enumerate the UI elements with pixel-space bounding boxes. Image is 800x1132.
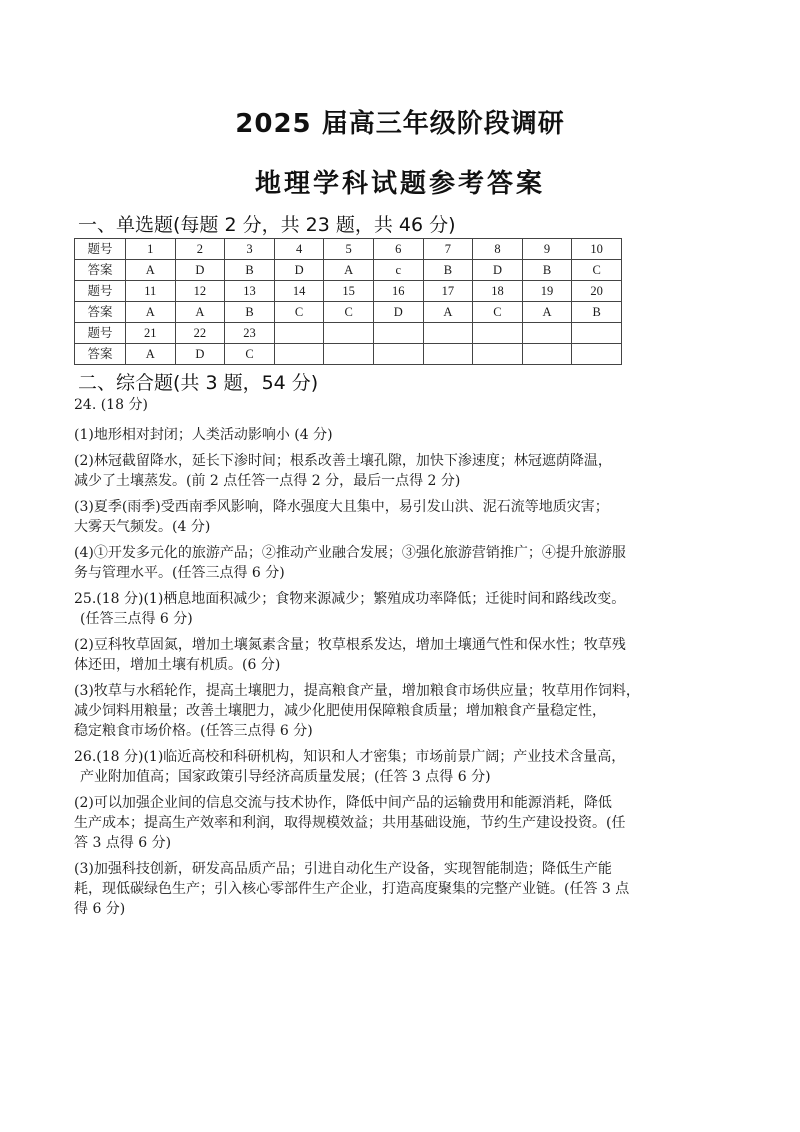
table-cell: B	[572, 302, 622, 323]
table-cell	[522, 344, 572, 365]
table-cell	[274, 344, 324, 365]
answer-line: (3)夏季(雨季)受西南季风影响，降水强度大且集中，易引发山洪、泥石流等地质灾害；	[74, 499, 609, 515]
table-cell: C	[324, 302, 374, 323]
row-header-cell: 答案	[75, 302, 126, 323]
table-cell	[274, 323, 324, 344]
answer-line: (2)可以加强企业间的信息交流与技术协作，降低中间产品的运输费用和能源消耗，降低	[74, 795, 612, 811]
table-cell: 22	[175, 323, 225, 344]
table-cell: A	[126, 344, 176, 365]
answer-line: (任答三点得 6 分)	[80, 611, 193, 627]
table-cell	[373, 323, 423, 344]
table-cell: A	[126, 260, 176, 281]
table-cell: 14	[274, 281, 324, 302]
table-cell: 7	[423, 239, 473, 260]
answer-line: (4)①开发多元化的旅游产品；②推动产业融合发展；③强化旅游营销推广；④提升旅游服	[74, 545, 626, 561]
table-cell: 4	[274, 239, 324, 260]
answer-line: (3)牧草与水稻轮作，提高土壤肥力，提高粮食产量，增加粮食市场供应量；牧草用作饲料，	[74, 683, 640, 699]
table-cell: 11	[126, 281, 176, 302]
table-cell: C	[274, 302, 324, 323]
table-row	[75, 281, 622, 302]
table-cell: 10	[572, 239, 622, 260]
table-cell: D	[175, 344, 225, 365]
table-cell: A	[522, 302, 572, 323]
answer-line: 26.(18 分)(1)临近高校和科研机构，知识和人才密集；市场前景广阔；产业技术含量高，	[74, 749, 626, 765]
answer-line: 体还田，增加土壤有机质。(6 分)	[74, 657, 281, 673]
row-header-cell: 题号	[75, 281, 126, 302]
page-subtitle: 地理学科试题参考答案	[254, 169, 545, 199]
answer-line: 减少饲料用粮量；改善土壤肥力，减少化肥使用保障粮食质量；增加粮食产量稳定性，	[74, 703, 606, 719]
answer-line: 得 6 分)	[74, 901, 126, 917]
table-cell: A	[324, 260, 374, 281]
table-cell: 1	[126, 239, 176, 260]
table-cell	[572, 323, 622, 344]
table-cell	[373, 344, 423, 365]
answer-line: 大雾天气频发。(4 分)	[74, 519, 211, 535]
answer-line: 耗，现低碳绿色生产；引入核心零部件生产企业，打造高度聚集的完整产业链。(任答 3 点	[74, 881, 630, 897]
answer-line: 24. (18 分)	[74, 397, 148, 413]
table-cell: A	[126, 302, 176, 323]
table-cell: B	[225, 260, 275, 281]
table-cell: C	[572, 260, 622, 281]
table-cell: C	[225, 344, 275, 365]
table-row	[75, 260, 622, 281]
row-header-cell: 题号	[75, 239, 126, 260]
table-cell: 21	[126, 323, 176, 344]
table-cell: D	[473, 260, 523, 281]
table-cell: D	[373, 302, 423, 323]
table-cell: 6	[373, 239, 423, 260]
row-header-cell: 答案	[75, 260, 126, 281]
table-row	[75, 323, 622, 344]
table-cell: 23	[225, 323, 275, 344]
table-cell	[423, 323, 473, 344]
table-cell: D	[175, 260, 225, 281]
table-row	[75, 239, 622, 260]
table-cell: 20	[572, 281, 622, 302]
answer-line: 减少了土壤蒸发。(前 2 点任答一点得 2 分，最后一点得 2 分)	[74, 473, 461, 489]
table-cell: A	[423, 302, 473, 323]
table-cell: B	[225, 302, 275, 323]
table-row	[75, 302, 622, 323]
table-cell: B	[423, 260, 473, 281]
table-cell: 19	[522, 281, 572, 302]
answer-line: 稳定粮食市场价格。(任答三点得 6 分)	[74, 723, 313, 739]
table-cell: 2	[175, 239, 225, 260]
answer-line: 产业附加值高；国家政策引导经济高质量发展；(任答 3 点得 6 分)	[80, 769, 491, 785]
table-cell: C	[473, 302, 523, 323]
table-row	[75, 344, 622, 365]
table-cell: 18	[473, 281, 523, 302]
table-cell: 17	[423, 281, 473, 302]
table-cell: D	[274, 260, 324, 281]
table-cell	[324, 344, 374, 365]
table-cell	[423, 344, 473, 365]
table-cell: 5	[324, 239, 374, 260]
row-header-cell: 答案	[75, 344, 126, 365]
answer-line: (2)豆科牧草固氮，增加土壤氮素含量；牧草根系发达，增加土壤通气性和保水性；牧草残	[74, 637, 626, 653]
table-cell	[572, 344, 622, 365]
answer-line: 答 3 点得 6 分)	[74, 835, 172, 851]
table-cell: 8	[473, 239, 523, 260]
table-cell	[473, 323, 523, 344]
answer-line: (1)地形相对封闭；人类活动影响小 (4 分)	[74, 427, 333, 443]
table-cell: B	[522, 260, 572, 281]
answer-line: 25.(18 分)(1)栖息地面积减少；食物来源减少；繁殖成功率降低；迁徙时间和路线改变。	[74, 591, 626, 607]
table-cell: 3	[225, 239, 275, 260]
table-cell: 16	[373, 281, 423, 302]
table-cell: A	[175, 302, 225, 323]
answer-line: 生产成本；提高生产效率和利润，取得规模效益；共用基础设施，节约生产建设投资。(任	[74, 815, 626, 831]
answer-line: (2)林冠截留降水，延长下渗时间；根系改善土壤孔隙，加快下渗速度；林冠遮荫降温，	[74, 453, 612, 469]
table-cell: 15	[324, 281, 374, 302]
table-cell: c	[373, 260, 423, 281]
table-cell: 13	[225, 281, 275, 302]
section2-heading: 二、综合题(共 3 题，54 分)	[78, 372, 319, 394]
section1-heading: 一、单选题(每题 2 分，共 23 题，共 46 分)	[78, 214, 456, 236]
table-cell: 9	[522, 239, 572, 260]
table-cell	[324, 323, 374, 344]
row-header-cell: 题号	[75, 323, 126, 344]
answer-text	[74, 395, 734, 919]
answer-line: (3)加强科技创新，研发高品质产品；引进自动化生产设备，实现智能制造；降低生产能	[74, 861, 612, 877]
table-cell	[473, 344, 523, 365]
answer-table	[74, 238, 622, 365]
table-cell: 12	[175, 281, 225, 302]
answer-line: 务与管理水平。(任答三点得 6 分)	[74, 565, 285, 581]
table-cell	[522, 323, 572, 344]
page-title: 2025 届高三年级阶段调研	[235, 109, 565, 139]
